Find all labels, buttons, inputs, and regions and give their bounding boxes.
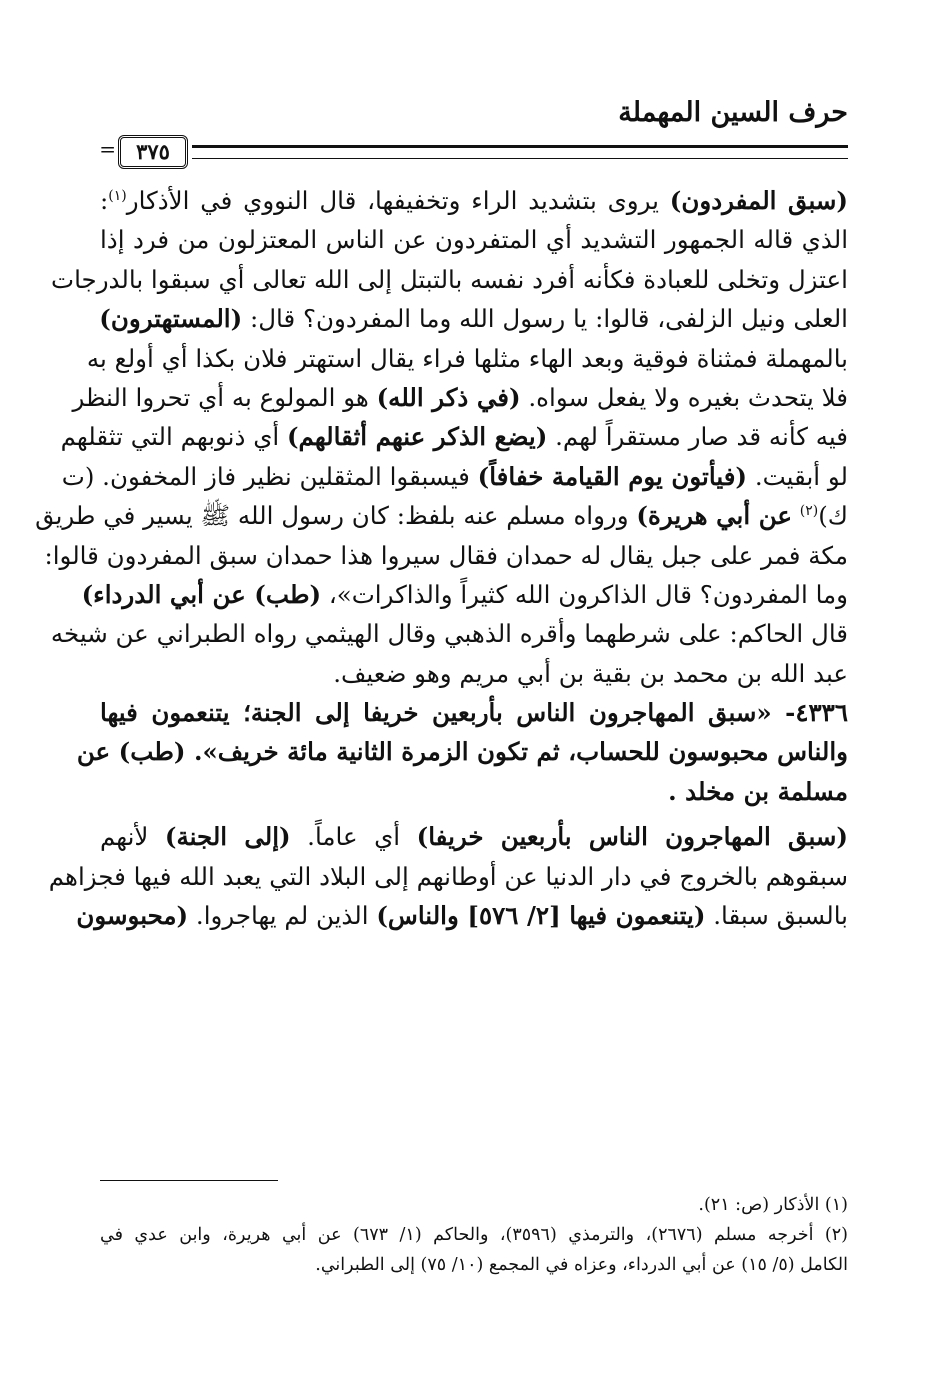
text-line bbox=[60, 417, 848, 456]
footnote-ref: (٢) bbox=[799, 502, 819, 519]
bold-phrase: (فيأتون يوم القيامة خفافاً) bbox=[477, 461, 748, 491]
footnote-ref: (١) bbox=[108, 187, 127, 204]
text-line bbox=[50, 614, 848, 653]
text-run: لو أبقيت. bbox=[747, 461, 848, 491]
text-line bbox=[72, 378, 848, 417]
text-run: مكة فمر على جبل يقال له حمدان فقال سيروا هذا حمدان سبق المفردون قالوا: bbox=[44, 540, 848, 570]
text-line bbox=[100, 299, 848, 338]
text-run: الذي قاله الجمهور التشديد أي المتفردون عن الناس المعتزلون من فرد إذا bbox=[100, 225, 848, 255]
text-run: الذين لم يهاجروا. bbox=[188, 901, 377, 931]
page-number: ٣٧٥ bbox=[118, 135, 188, 169]
text-line bbox=[100, 220, 848, 259]
text-run: اعتزل وتخلى للعبادة فكأنه أفرد نفسه بالتبتل إلى الله تعالى أي سبقوا بالدرجات bbox=[51, 264, 848, 294]
footnote-divider bbox=[100, 1180, 278, 1181]
text-run: فلا يتحدث بغيره ولا يفعل سواه. bbox=[520, 382, 848, 412]
footnote-1: (١) الأذكار (ص: ٢١). bbox=[698, 1195, 848, 1215]
bold-phrase: (سبق المفردون) bbox=[669, 186, 848, 215]
page bbox=[35, 95, 849, 935]
text-run: بالسبق سبقا. bbox=[705, 901, 848, 931]
text-run: ورواه مسلم عنه بلفظ: كان رسول الله ﷺ يسير في طريق bbox=[35, 501, 637, 531]
hadith-line: والناس محبوسون للحساب، ثم تكون الزمرة الثانية مائة خريف». (طب) عن bbox=[76, 737, 848, 767]
page-number-marker: = bbox=[99, 137, 116, 161]
text-line bbox=[100, 817, 848, 856]
text-run: بالمهملة فمثناة فوقية وبعد الهاء مثلها فراء يقال استهتر فلان بكذا أي أولع به bbox=[86, 343, 848, 373]
footnotes bbox=[100, 1190, 848, 1280]
text-run: العلى ونيل الزلفى، قالوا: يا رسول الله وما المفردون؟ قال: bbox=[242, 304, 848, 334]
bold-phrase: (سبق المهاجرون الناس بأربعين خريفا) bbox=[416, 822, 849, 852]
text-run: فيسبقوا المثقلين نظير فاز المخفون. (ت bbox=[61, 461, 478, 491]
text-line bbox=[61, 457, 848, 496]
bold-phrase: (محبوسون bbox=[76, 901, 189, 931]
text-run: ك) bbox=[818, 501, 848, 531]
header-bar bbox=[100, 133, 848, 177]
bold-phrase: (يتنعمون فيها [٢/ ٥٧٦] والناس) bbox=[376, 901, 706, 931]
text-line bbox=[51, 260, 848, 299]
bold-phrase: (إلى الجنة) bbox=[164, 822, 291, 852]
text-line bbox=[81, 575, 848, 614]
text-run: أي ذنوبهم التي تثقلهم bbox=[60, 422, 287, 452]
text-run: يروى بتشديد الراء وتخفيفها، قال النووي في الأذكار bbox=[126, 186, 670, 215]
text-line bbox=[100, 181, 848, 220]
bold-phrase: (يضع الذكر عنهم أثقالهم) bbox=[286, 422, 548, 452]
text-run bbox=[792, 501, 800, 530]
text-line bbox=[76, 896, 848, 935]
text-run: قال الحاكم: على شرطهما وأقره الذهبي وقال الهيثمي رواه الطبراني عن شيخه bbox=[50, 619, 848, 649]
text-run: عبد الله بن محمد بن بقية بن أبي مريم وهو ضعيف. bbox=[333, 658, 848, 688]
main-text bbox=[35, 181, 849, 935]
hadith-line: مسلمة بن مخلد . bbox=[668, 776, 848, 806]
text-line bbox=[48, 857, 848, 896]
text-run: وما المفردون؟ قال الذاكرون الله كثيراً والذاكرات»، bbox=[321, 579, 848, 609]
running-header-title: حرف السين المهملة bbox=[618, 97, 848, 128]
text-line bbox=[35, 496, 848, 535]
text-line bbox=[44, 536, 848, 575]
text-line bbox=[86, 339, 848, 378]
hadith-line: ٤٣٣٦- «سبق المهاجرون الناس بأربعين خريفا إلى الجنة؛ يتنعمون فيها bbox=[100, 698, 848, 728]
bold-phrase: (طب) عن أبي الدرداء) bbox=[81, 579, 322, 609]
bold-phrase: (في ذكر الله) bbox=[376, 382, 521, 412]
text-line bbox=[100, 654, 848, 693]
text-run: أي عاماً. bbox=[290, 822, 417, 852]
text-run: لأنهم bbox=[100, 822, 165, 852]
bold-phrase: (المستهترون) bbox=[99, 304, 243, 334]
header-rule bbox=[192, 145, 848, 159]
footnote-2-line-1: (٢) أخرجه مسلم (٢٦٧٦)، والترمذي (٣٥٩٦)، والحاكم (١/ ٦٧٣) عن أبي هريرة، وابن عدي في bbox=[100, 1225, 848, 1245]
text-run: فيه كأنه قد صار مستقراً لهم. bbox=[547, 422, 848, 452]
footnote-2-line-2: الكامل (٥/ ١٥) عن أبي الدرداء، وعزاه في المجمع (١٠/ ٧٥) إلى الطبراني. bbox=[315, 1255, 848, 1275]
text-run: سبقوهم بالخروج في دار الدنيا عن أوطانهم إلى البلاد التي يعبد الله فيها فجزاهم bbox=[48, 861, 848, 891]
bold-phrase: عن أبي هريرة) bbox=[636, 501, 792, 531]
text-run: هو المولوع به أي تحروا النظر bbox=[72, 382, 377, 412]
text-run: : bbox=[100, 186, 109, 215]
